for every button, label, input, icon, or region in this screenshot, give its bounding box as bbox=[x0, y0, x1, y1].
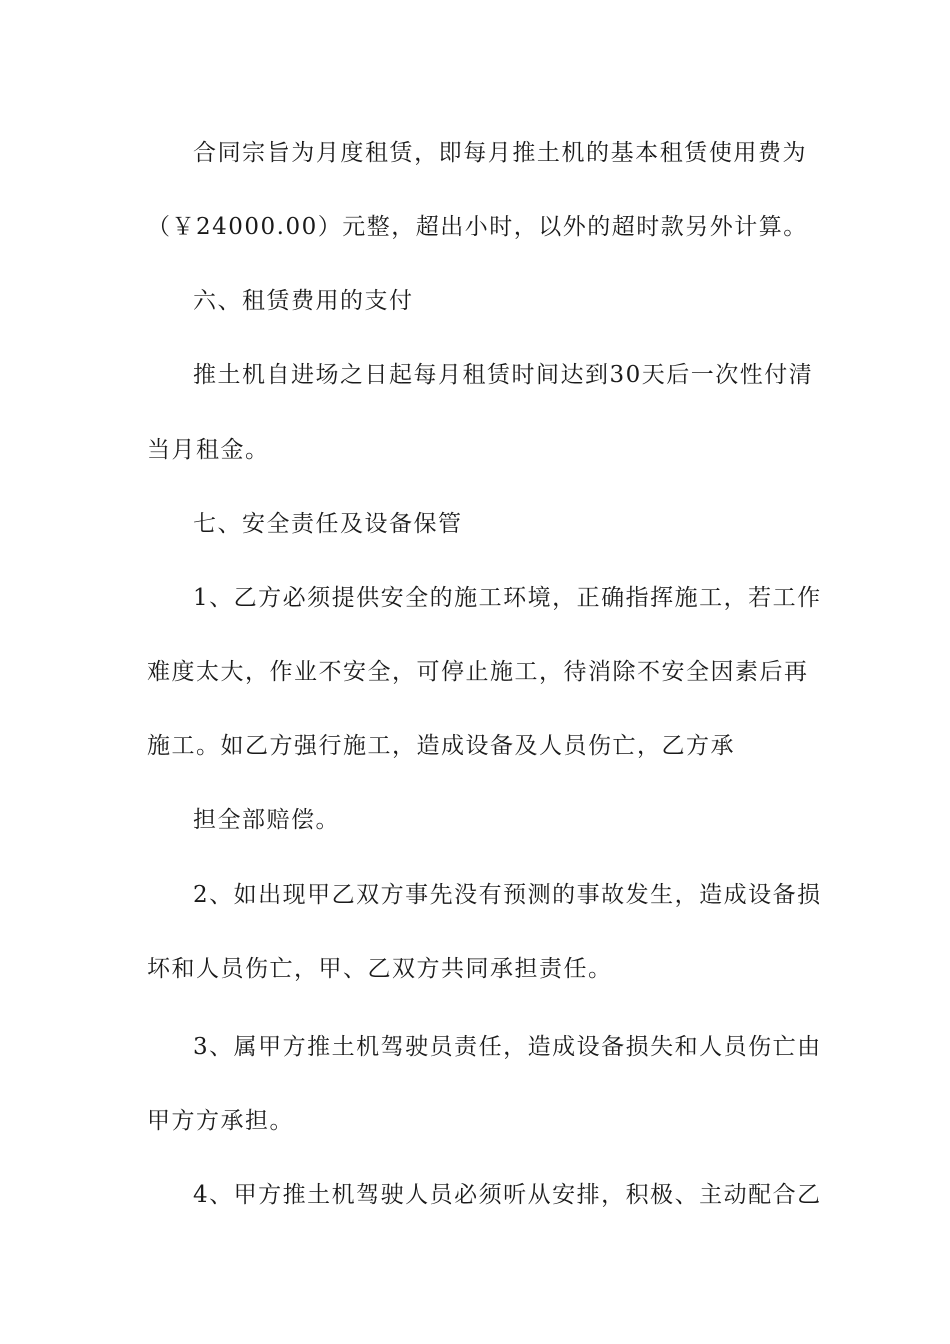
section-heading: 六、租赁费用的支付 bbox=[193, 288, 414, 314]
paragraph-line: 担全部赔偿。 bbox=[193, 807, 340, 833]
paragraph-line: 4、甲方推土机驾驶人员必须听从安排，积极、主动配合乙 bbox=[193, 1182, 822, 1208]
paragraph-line: 坏和人员伤亡，甲、乙双方共同承担责任。 bbox=[147, 956, 613, 982]
paragraph-line: 推土机自进场之日起每月租赁时间达到30天后一次性付清 bbox=[193, 362, 814, 388]
section-heading: 七、安全责任及设备保管 bbox=[193, 511, 463, 537]
paragraph-line: 2、如出现甲乙双方事先没有预测的事故发生，造成设备损 bbox=[193, 882, 822, 908]
paragraph-line: 难度太大，作业不安全，可停止施工，待消除不安全因素后再 bbox=[147, 659, 809, 685]
paragraph-line: 当月租金。 bbox=[147, 437, 270, 463]
paragraph-line: 1、乙方必须提供安全的施工环境，正确指挥施工，若工作 bbox=[193, 585, 822, 611]
paragraph-line: 甲方方承担。 bbox=[147, 1108, 294, 1134]
paragraph-line: （￥24000.00）元整，超出小时，以外的超时款另外计算。 bbox=[147, 214, 808, 240]
paragraph-line: 3、属甲方推土机驾驶员责任，造成设备损失和人员伤亡由 bbox=[193, 1034, 822, 1060]
paragraph-line: 施工。如乙方强行施工，造成设备及人员伤亡，乙方承 bbox=[147, 733, 735, 759]
paragraph-line: 合同宗旨为月度租赁，即每月推土机的基本租赁使用费为 bbox=[193, 140, 807, 166]
